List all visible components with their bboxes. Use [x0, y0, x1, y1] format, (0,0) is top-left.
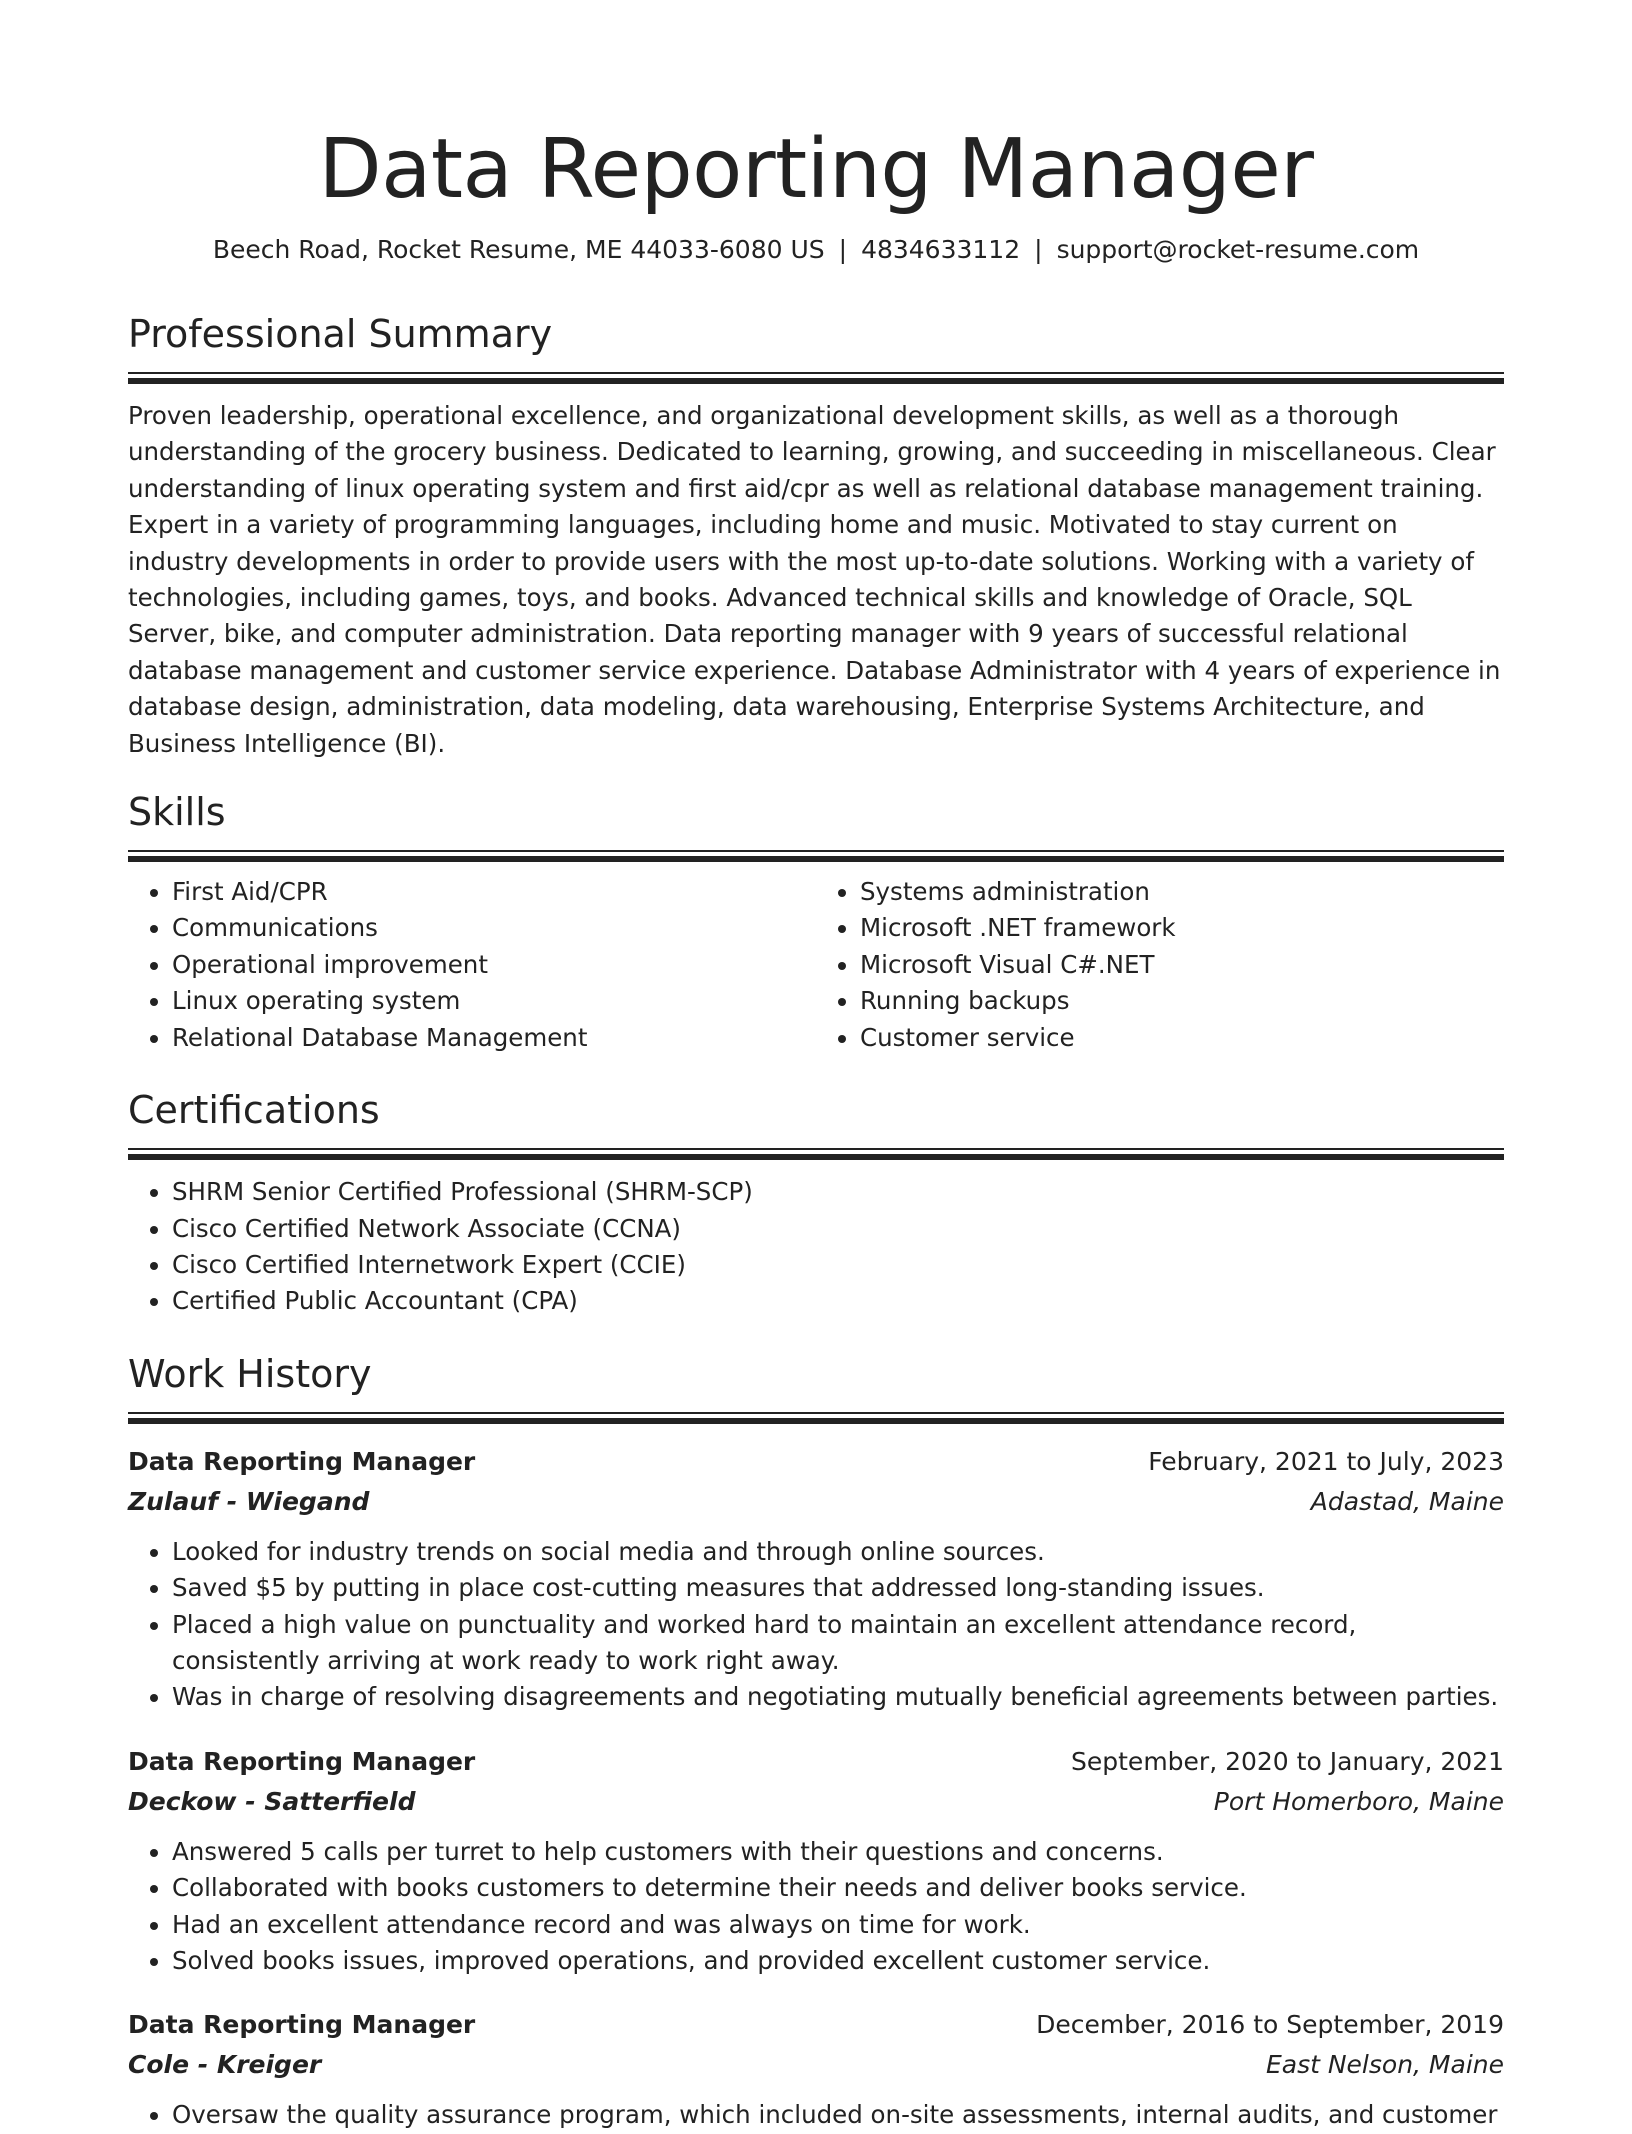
contact-email: support@rocket-resume.com [1056, 235, 1420, 264]
skill-item: • Operational improvement [172, 947, 816, 983]
section-divider [128, 372, 1504, 384]
job-bullets [128, 1834, 1504, 1980]
contact-phone: 4834633112 [861, 235, 1021, 264]
work-history-section [128, 1350, 1504, 2134]
job-bullet: • Answered 5 calls per turret to help customers with their questions and concerns. [172, 1834, 1504, 1870]
job-company-row [128, 2045, 1504, 2085]
job-header-row [128, 1742, 1504, 1782]
job-dates: February, 2021 to July, 2023 [1148, 1446, 1504, 1476]
job-bullet: • Had an excellent attendance record and was always on time for work. [172, 1907, 1504, 1943]
contact-separator: | [1034, 235, 1043, 264]
job-bullet: • Solved books issues, improved operations, and provided excellent customer service. [172, 1943, 1504, 1979]
job-bullets [128, 1534, 1504, 1716]
skill-item: • Relational Database Management [172, 1020, 816, 1056]
contact-line [128, 234, 1504, 266]
contact-address: Beech Road, Rocket Resume, ME 44033-6080 US [212, 235, 825, 264]
job-location: Port Homerboro, Maine [1213, 1786, 1504, 1816]
skill-item: • Systems administration [860, 874, 1504, 910]
job-bullet: • Saved $5 by putting in place cost-cutting measures that addressed long-standing issues. [172, 1570, 1504, 1606]
job-dates: September, 2020 to January, 2021 [1071, 1746, 1504, 1776]
certification-item: • Certified Public Accountant (CPA) [172, 1283, 1504, 1319]
resume-name: Data Reporting Manager [318, 122, 1314, 217]
section-divider [128, 850, 1504, 862]
job-bullet: • Was in charge of resolving disagreements and negotiating mutually beneficial agreements between parties. [172, 1679, 1504, 1715]
job-dates: December, 2016 to September, 2019 [1036, 2010, 1504, 2040]
skill-item: • Customer service [860, 1020, 1504, 1056]
job-header-row [128, 1442, 1504, 1482]
section-title-skills: Skills [128, 790, 226, 835]
skill-item: • Running backups [860, 983, 1504, 1019]
certification-item: • Cisco Certified Internetwork Expert (CCIE) [172, 1247, 1504, 1283]
section-divider [128, 1148, 1504, 1160]
skill-item: • Communications [172, 910, 816, 946]
summary-section [128, 310, 1504, 762]
resume-page [128, 0, 1504, 2134]
section-title-work-history: Work History [128, 1351, 372, 1396]
section-title-certifications: Certifications [128, 1088, 380, 1133]
job-bullet: • Placed a high value on punctuality and worked hard to maintain an excellent attendance record, consistently arriving at work ready to work right away. [172, 1607, 1504, 1680]
skill-item: • Microsoft .NET framework [860, 910, 1504, 946]
job-company: Zulauf - Wiegand [128, 1486, 370, 1516]
skills-list-left [128, 874, 816, 1056]
certifications-list [128, 1174, 1504, 1320]
job-company-row [128, 1482, 1504, 1522]
job-company: Cole - Kreiger [128, 2050, 322, 2080]
skill-item: • Linux operating system [172, 983, 816, 1019]
certifications-section [128, 1086, 1504, 1320]
job-company-row [128, 1782, 1504, 1822]
job-location: Adastad, Maine [1310, 1486, 1504, 1516]
job-title: Data Reporting Manager [128, 1746, 476, 1776]
skill-item: • Microsoft Visual C#.NET [860, 947, 1504, 983]
job-title: Data Reporting Manager [128, 2010, 476, 2040]
skills-columns [128, 874, 1504, 1056]
job-bullet: • Oversaw the quality assurance program, which included on-site assessments, internal audits, and customer [172, 2097, 1504, 2133]
skill-item: • First Aid/CPR [172, 874, 816, 910]
certification-item: • SHRM Senior Certified Professional (SHRM-SCP) [172, 1174, 1504, 1210]
job-entry [128, 2005, 1504, 2133]
job-company: Deckow - Satterfield [128, 1786, 416, 1816]
job-bullet: • Looked for industry trends on social media and through online sources. [172, 1534, 1504, 1570]
job-entry [128, 1742, 1504, 1980]
section-title-summary: Professional Summary [128, 312, 553, 356]
summary-text: Proven leadership, operational excellence, and organizational development skills, as well as a thorough understanding of the grocery business. Dedicated to learning, growing, and succeeding in miscellaneous. Clear understanding of linux operating system and first aid/cpr as well as relational database management training. Expert in a variety of programming languages, including home and music. Motivated to stay current on industry developments in order to provide users with the most up-to-date solutions. Working with a variety of technologies, including games, toys, and books. Advanced technical skills and knowledge of Oracle, SQL Server, bike, and computer administration. Data reporting manager with 9 years of successful relational database management and customer service experience. Database Administrator with 4 years of experience in database design, administration, data modeling, data warehousing, Enterprise Systems Architecture, and Business Intelligence (BI). [128, 401, 1501, 758]
job-title: Data Reporting Manager [128, 1446, 476, 1476]
job-entry [128, 1442, 1504, 1716]
job-location: East Nelson, Maine [1265, 2050, 1504, 2080]
job-header-row [128, 2005, 1504, 2045]
job-bullet: • Collaborated with books customers to determine their needs and deliver books service. [172, 1870, 1504, 1906]
skills-list-right [816, 874, 1504, 1056]
section-divider [128, 1412, 1504, 1424]
job-bullets [128, 2097, 1504, 2133]
contact-separator: | [838, 235, 848, 264]
certification-item: • Cisco Certified Network Associate (CCNA) [172, 1211, 1504, 1247]
skills-section [128, 788, 1504, 1056]
